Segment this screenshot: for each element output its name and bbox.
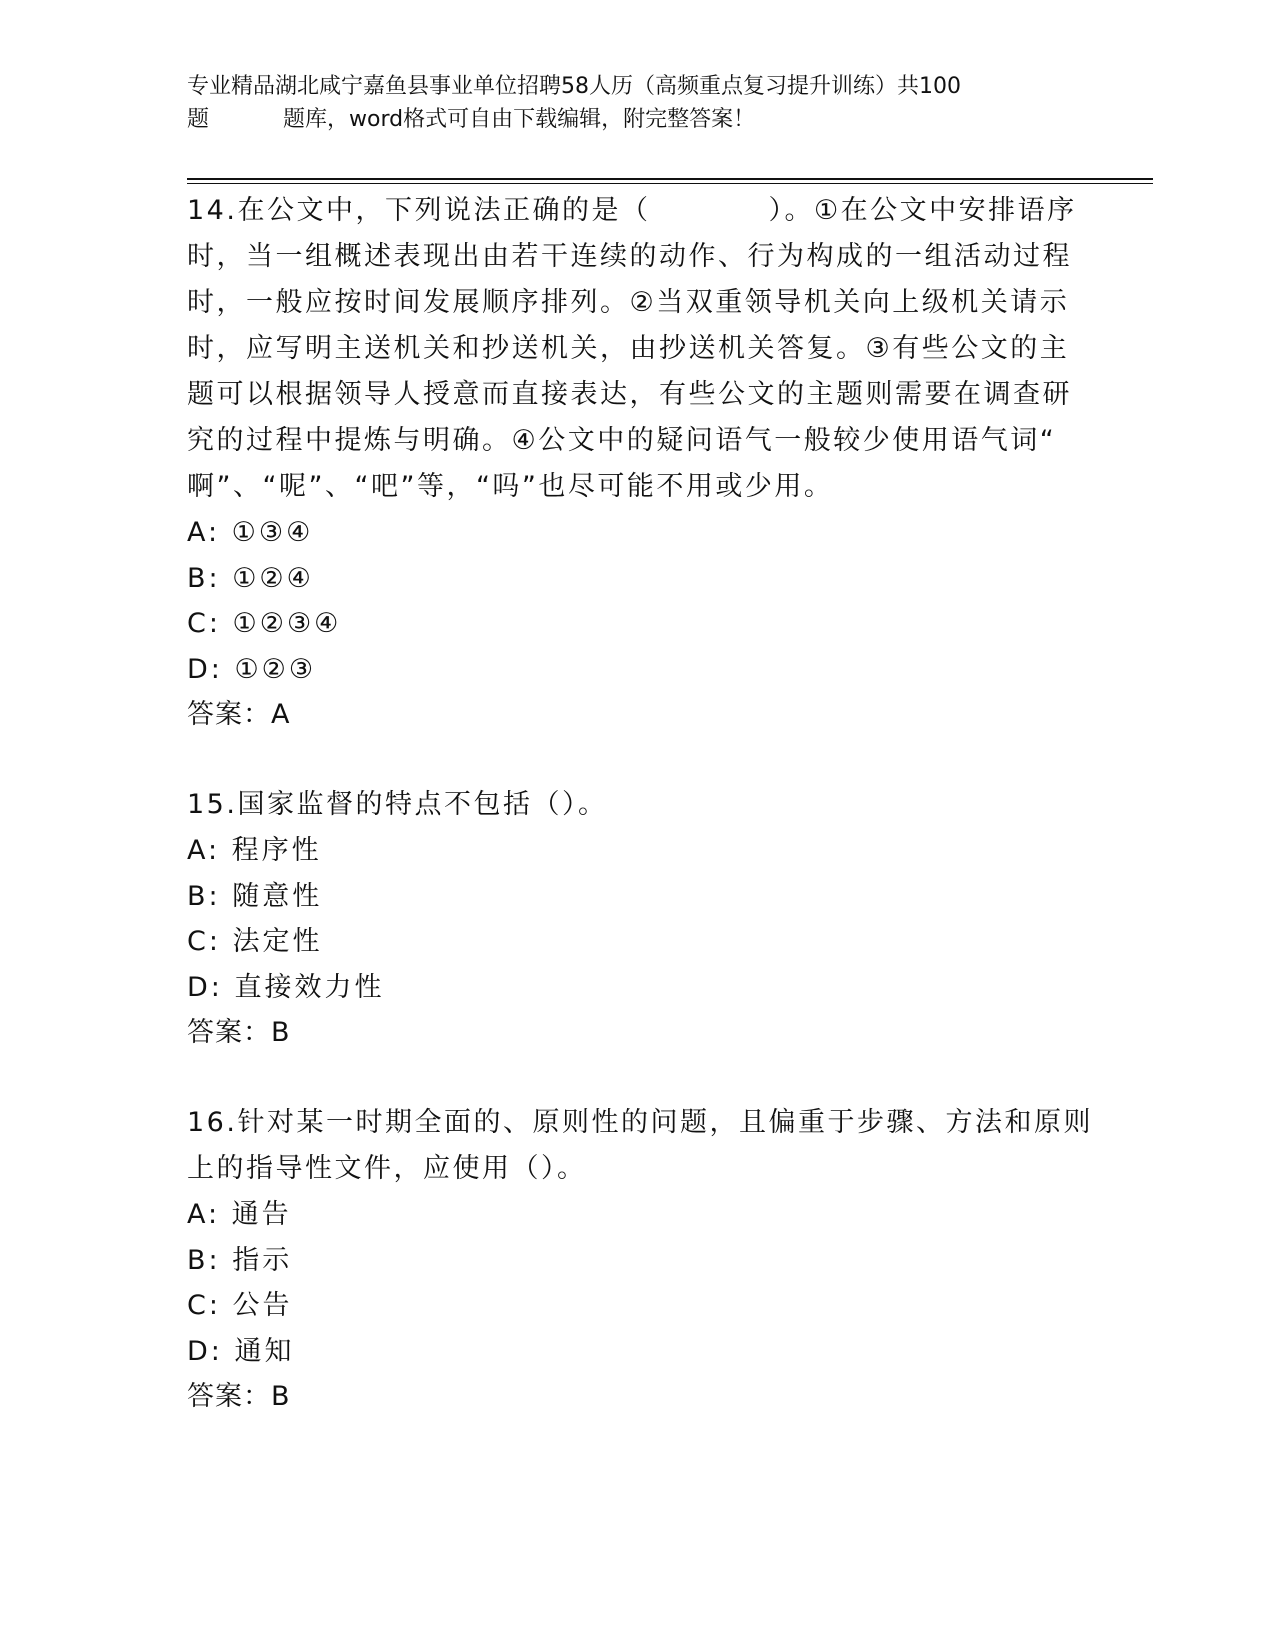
option-a: A: 通告 [187,1199,292,1230]
answer-line: 答案：B [187,1381,291,1412]
answer-line: 答案：A [187,699,291,730]
question-stem-line: 究的过程中提炼与明确。④公文中的疑问语气一般较少使用语气词“ [187,425,1057,456]
option-a: A: ①③④ [187,517,314,548]
question-14 [187,188,1087,738]
header-title-line-2-start: 题 [187,107,210,132]
option-c: C: ①②③④ [187,608,342,639]
option-d: D: ①②③ [187,653,317,685]
option-d: D: 直接效力性 [187,971,385,1003]
option-b: B: 随意性 [187,880,323,912]
header-title-line-2 [187,103,1077,136]
question-stem-line: 14.在公文中，下列说法正确的是（ ）。①在公文中安排语序 [187,195,1077,226]
option-b: B: ①②④ [187,562,314,594]
header-divider-thin [187,183,1153,184]
question-stem-line: 时，一般应按时间发展顺序排列。②当双重领导机关向上级机关请示 [187,287,1070,318]
option-b: B: 指示 [187,1244,293,1276]
question-15 [187,782,1087,1056]
question-stem-line: 啊”、“呢”、“吧”等，“吗”也尽可能不用或少用。 [187,471,834,502]
question-stem-line: 时，应写明主送机关和抄送机关，由抄送机关答复。③有些公文的主 [187,333,1070,364]
option-a: A: 程序性 [187,835,322,866]
option-c: C: 法定性 [187,926,323,957]
question-list [187,188,1093,1420]
header-title-line-1: 专业精品湖北咸宁嘉鱼县事业单位招聘58人历（高频重点复习提升训练）共100 [187,74,961,99]
question-stem-line: 16.针对某一时期全面的、原则性的问题，且偏重于步骤、方法和原则 [187,1107,1093,1138]
question-16 [187,1100,1093,1420]
document-header [187,70,1077,136]
question-stem-line: 15.国家监督的特点不包括（）。 [187,789,608,820]
option-c: C: 公告 [187,1290,293,1321]
question-stem-line: 题可以根据领导人授意而直接表达，有些公文的主题则需要在调查研 [187,379,1072,410]
question-stem-line: 时，当一组概述表现出由若干连续的动作、行为构成的一组活动过程 [187,241,1072,272]
option-d: D: 通知 [187,1335,295,1367]
header-divider-thick [187,178,1153,180]
header-title-line-2-end: 题库，word格式可自由下载编辑，附完整答案！ [283,107,756,132]
question-stem-line: 上的指导性文件，应使用（）。 [187,1153,587,1184]
answer-line: 答案：B [187,1017,291,1048]
